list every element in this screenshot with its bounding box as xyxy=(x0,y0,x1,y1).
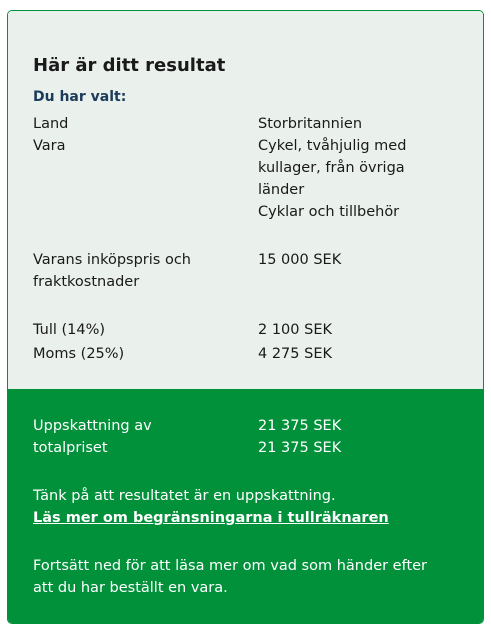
row-vat-label: Moms (25%) xyxy=(33,346,125,362)
summary-panel xyxy=(8,389,483,623)
total-estimate-value: 21 375 SEK 21 375 SEK xyxy=(258,418,342,456)
row-country-value: Storbritannien xyxy=(258,116,363,132)
selection-heading: Du har valt: xyxy=(33,89,127,105)
continue-note: Fortsätt ned för att läsa mer om vad som händer efter att du har beställt en vara. xyxy=(33,558,428,596)
row-purchase-price-label: Varans inköpspris och fraktkostnader xyxy=(33,252,191,290)
total-estimate-label: Uppskattning av totalpriset xyxy=(33,418,152,456)
row-goods-label: Vara xyxy=(33,138,66,154)
limitations-link[interactable]: Läs mer om begränsningarna i tullräknaren xyxy=(33,510,389,526)
row-purchase-price-value: 15 000 SEK xyxy=(258,252,342,268)
row-country-label: Land xyxy=(33,116,69,132)
row-duty-label: Tull (14%) xyxy=(33,322,106,338)
row-duty-value: 2 100 SEK xyxy=(258,322,332,338)
result-details xyxy=(8,11,483,389)
estimate-note-text: Tänk på att resultatet är en uppskattning. xyxy=(33,488,336,504)
estimate-note xyxy=(33,485,453,529)
result-card xyxy=(7,10,484,624)
row-goods-value: Cykel, tvåhjulig med kullager, från övriga länder Cyklar och tillbehör xyxy=(258,138,407,220)
row-vat-value: 4 275 SEK xyxy=(258,346,332,362)
result-title: Här är ditt resultat xyxy=(33,55,226,76)
